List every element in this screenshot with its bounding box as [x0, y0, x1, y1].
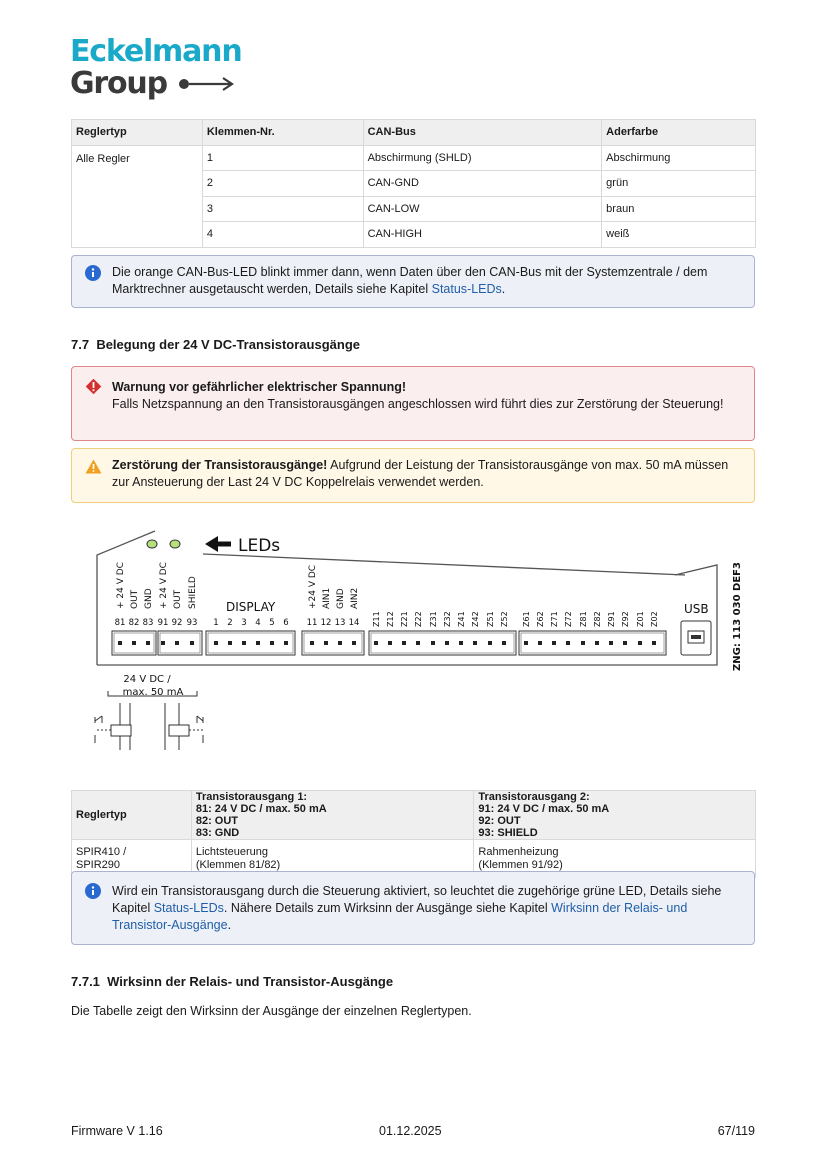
usb-port-icon [681, 621, 711, 655]
num-92: 92 [171, 618, 183, 628]
header-canbus: CAN-Bus [363, 120, 602, 146]
header-line: 81: 24 V DC / max. 50 mA [195, 803, 327, 815]
cell-line: Rahmenheizung [478, 845, 559, 858]
table-row [72, 145, 756, 171]
info-icon [85, 265, 101, 281]
header-reglertyp: Reglertyp [72, 791, 192, 840]
header-output-1 [191, 791, 474, 840]
cell-nr: 4 [202, 222, 363, 248]
header-klemmen: Klemmen-Nr. [202, 120, 363, 146]
label-z51: Z51 [486, 611, 495, 627]
connector-z61-z02 [519, 631, 666, 655]
leds-label: LEDs [238, 536, 281, 556]
cell-farbe: braun [602, 196, 756, 222]
led-1 [147, 540, 157, 548]
status-leds-link[interactable]: Status-LEDs [153, 901, 224, 915]
subsection-number: 7.7.1 [71, 974, 100, 989]
header-aderfarbe: Aderfarbe [602, 120, 756, 146]
label-z41: Z41 [457, 611, 466, 627]
num-91: 91 [157, 618, 169, 628]
table-header-row [72, 791, 756, 840]
label-z22: Z22 [414, 611, 423, 627]
label-z92: Z92 [621, 611, 630, 627]
header-line: 92: OUT [478, 815, 521, 827]
info-icon [85, 883, 101, 899]
cell-nr: 3 [202, 196, 363, 222]
label-z82: Z82 [593, 611, 602, 627]
num-81: 81 [114, 618, 126, 628]
table-header-row [72, 120, 756, 146]
label-93: SHIELD [188, 576, 198, 609]
num-2: 2 [227, 618, 233, 628]
cell-farbe: grün [602, 171, 756, 197]
status-leds-link[interactable]: Status-LEDs [431, 282, 502, 296]
cell-bus: CAN-LOW [363, 196, 602, 222]
cell-bus: CAN-HIGH [363, 222, 602, 248]
label-14: AIN2 [350, 587, 360, 609]
status-leds [147, 540, 180, 548]
cell-bus: Abschirmung (SHLD) [363, 145, 602, 171]
cell-line: SPIR290 [76, 858, 121, 871]
label-z52: Z52 [500, 611, 509, 627]
num-6: 6 [283, 618, 289, 628]
num-12: 12 [320, 618, 332, 628]
label-z12: Z12 [386, 611, 395, 627]
label-z11: Z11 [372, 611, 381, 627]
section-number: 7.7 [71, 337, 90, 352]
relay-1-symbol [95, 703, 131, 750]
danger-note [71, 366, 755, 441]
can-bus-table [71, 119, 756, 248]
num-5: 5 [269, 618, 275, 628]
relay-2-symbol [165, 703, 203, 750]
footer-page-number: 67/119 [717, 1124, 755, 1138]
logo-group-text: Group [70, 66, 167, 101]
led-2 [170, 540, 180, 548]
logo-line-2 [70, 68, 241, 100]
num-3: 3 [241, 618, 247, 628]
label-81: + 24 V DC [116, 562, 126, 609]
info-note-text [112, 264, 744, 298]
warning-note [71, 448, 755, 503]
cell-line: Lichtsteuerung [195, 845, 269, 858]
note-body: Die orange CAN-Bus-LED blinkt immer dann, wenn Daten über den CAN-Bus mit der Systemzentrale / dem Marktrechner ausgetauscht werden, Details siehe Kapitel [112, 265, 708, 296]
warning-title: Zerstörung der Transistorausgänge! [112, 458, 328, 472]
label-91: + 24 V DC [159, 562, 169, 609]
info-note-can-led [71, 255, 755, 308]
danger-icon [85, 378, 102, 395]
num-82: 82 [128, 618, 140, 628]
note-body: Wird ein Transistorausgang durch die Steuerung aktiviert, so leuchtet die zugehörige grüne LED, Details siehe Kapitel [112, 884, 722, 915]
leds-arrow-icon [205, 536, 231, 552]
cell-line: (Klemmen 81/82) [195, 858, 281, 871]
cell-bus: CAN-GND [363, 171, 602, 197]
display-label: DISPLAY [226, 600, 276, 614]
warning-note-text [112, 457, 744, 491]
label-z91: Z91 [607, 611, 616, 627]
subsection-heading [71, 974, 393, 989]
connector-z11-z52 [369, 631, 516, 655]
note-end: . [227, 918, 232, 932]
label-z21: Z21 [400, 611, 409, 627]
section-heading [71, 337, 360, 352]
warning-body: Aufgrund der Leistung der Transistorausgänge von max. 50 mA müssen zur Ansteuerung der Last 24 V DC Koppelrelais verwendet werden. [112, 458, 729, 489]
terminal-diagram [85, 525, 755, 765]
wirksinn-link[interactable]: Wirksinn der Relais- und Transistor-Ausgänge [112, 901, 688, 932]
info-note-transistor-led [71, 871, 755, 945]
current-label-1: 24 V DC / [123, 674, 171, 685]
footer-date: 01.12.2025 [379, 1124, 442, 1138]
num-13: 13 [334, 618, 346, 628]
info-note-text [112, 883, 744, 934]
side-label: ZNG: 113 030 DEF3 [732, 562, 743, 671]
body-paragraph: Die Tabelle zeigt den Wirksinn der Ausgänge der einzelnen Reglertypen. [71, 1004, 472, 1018]
num-11: 11 [306, 618, 318, 628]
label-13: GND [336, 588, 346, 609]
header-line: 93: SHIELD [478, 827, 538, 839]
usb-label: USB [684, 602, 709, 616]
num-1: 1 [213, 618, 219, 628]
subsection-title: Wirksinn der Relais- und Transistor-Ausgänge [107, 974, 394, 989]
label-z81: Z81 [579, 611, 588, 627]
label-z02: Z02 [650, 611, 659, 627]
header-line: 83: GND [195, 827, 240, 839]
label-z42: Z42 [471, 611, 480, 627]
warning-icon [85, 459, 102, 474]
num-83: 83 [142, 618, 154, 628]
label-z71: Z71 [550, 611, 559, 627]
cell-farbe: Abschirmung [602, 145, 756, 171]
logo-arrow-icon [177, 76, 235, 92]
section-title: Belegung der 24 V DC-Transistorausgänge [96, 337, 360, 352]
label-11: +24 V DC [308, 564, 318, 609]
label-12: AIN1 [322, 587, 332, 609]
cell-line: (Klemmen 91/92) [478, 858, 563, 871]
danger-note-text [112, 379, 744, 413]
label-83: GND [144, 588, 154, 609]
transistor-output-table [71, 790, 756, 878]
danger-title: Warnung vor gefährlicher elektrischer Spannung! [112, 380, 407, 394]
header-line: Transistorausgang 1: [195, 791, 308, 803]
cell-line: SPIR410 / [76, 845, 127, 858]
header-output-2 [474, 791, 756, 840]
label-82: OUT [130, 589, 140, 609]
danger-body: Falls Netzspannung an den Transistorausgängen angeschlossen wird führt dies zur Zerstörung der Steuerung! [112, 397, 724, 411]
connector-display [206, 631, 295, 655]
eckelmann-logo [70, 36, 241, 100]
num-14: 14 [348, 618, 360, 628]
num-4: 4 [255, 618, 261, 628]
regler-cell: Alle Regler [72, 145, 203, 247]
num-93: 93 [186, 618, 198, 628]
header-reglertyp: Reglertyp [72, 120, 203, 146]
header-line: 82: OUT [195, 815, 239, 827]
note-end: . [501, 282, 506, 296]
header-line: 91: 24 V DC / max. 50 mA [478, 803, 610, 815]
logo-line-1: Eckelmann [70, 34, 242, 69]
label-z61: Z61 [522, 611, 531, 627]
connector-91-93 [158, 631, 202, 655]
label-z01: Z01 [636, 611, 645, 627]
label-92: OUT [173, 589, 183, 609]
current-label-2: max. 50 mA [122, 687, 184, 698]
cell-nr: 1 [202, 145, 363, 171]
cell-farbe: weiß [602, 222, 756, 248]
label-z62: Z62 [536, 611, 545, 627]
label-z72: Z72 [564, 611, 573, 627]
label-z32: Z32 [443, 611, 452, 627]
footer-version: Firmware V 1.16 [71, 1124, 163, 1138]
connector-11-14 [302, 631, 364, 655]
cell-nr: 2 [202, 171, 363, 197]
note-body: . Nähere Details zum Wirksinn der Ausgänge siehe Kapitel [223, 901, 552, 915]
label-z31: Z31 [429, 611, 438, 627]
header-line: Transistorausgang 2: [478, 791, 590, 803]
connector-81-83 [112, 631, 156, 655]
